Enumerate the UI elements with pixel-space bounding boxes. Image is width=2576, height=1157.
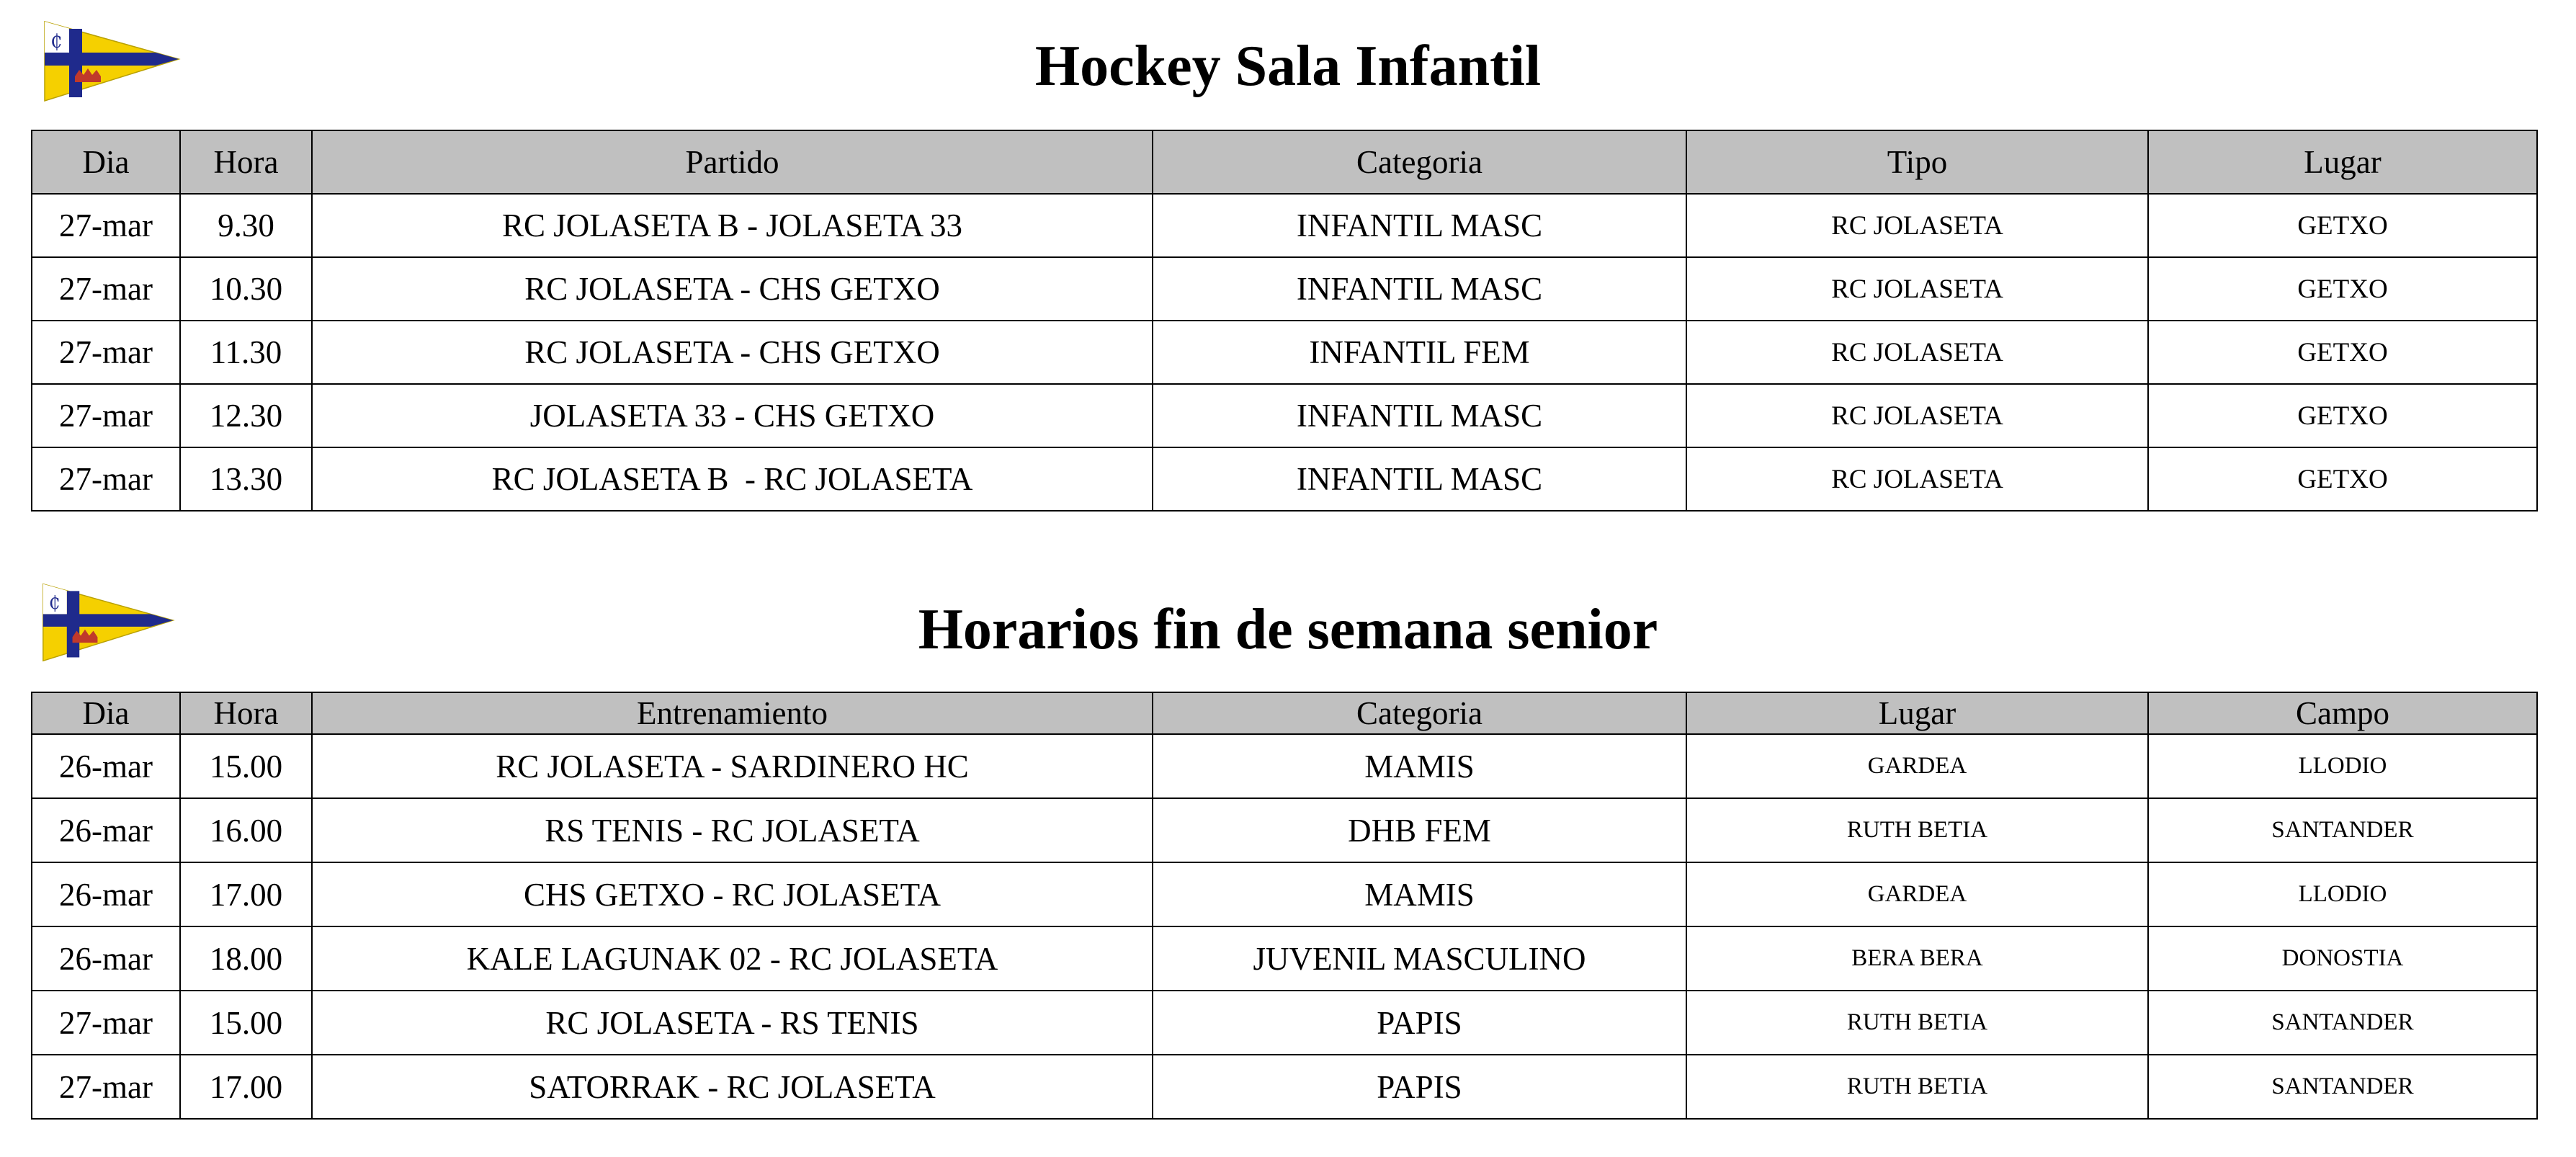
cell-partido: RC JOLASETA B - JOLASETA 33 [312,194,1153,257]
cell-partido: RC JOLASETA - CHS GETXO [312,257,1153,321]
cell-campo: SANTANDER [2148,991,2537,1055]
cell-entrenamiento: SATORRAK - RC JOLASETA [312,1055,1153,1119]
cell-campo: LLODIO [2148,734,2537,798]
table-row [32,257,2537,321]
cell-tipo: RC JOLASETA [1686,447,2148,511]
cell-categoria: PAPIS [1153,1055,1686,1119]
col-header-dia: Dia [32,692,180,734]
cell-dia: 27-mar [32,1055,180,1119]
cell-lugar: GETXO [2148,321,2537,384]
cell-tipo: RC JOLASETA [1686,384,2148,447]
cell-campo: SANTANDER [2148,798,2537,862]
cell-dia: 27-mar [32,447,180,511]
cell-hora: 15.00 [180,734,312,798]
table-row [32,734,2537,798]
svg-text:₵: ₵ [50,31,63,53]
col-header-entrenamiento: Entrenamiento [312,692,1153,734]
col-header-categoria: Categoria [1153,692,1686,734]
cell-categoria: JUVENIL MASCULINO [1153,926,1686,991]
col-header-dia: Dia [32,130,180,194]
cell-dia: 27-mar [32,194,180,257]
table-row [32,384,2537,447]
cell-categoria: INFANTIL MASC [1153,194,1686,257]
cell-dia: 27-mar [32,257,180,321]
col-header-tipo: Tipo [1686,130,2148,194]
cell-tipo: RC JOLASETA [1686,321,2148,384]
col-header-partido: Partido [312,130,1153,194]
cell-categoria: DHB FEM [1153,798,1686,862]
cell-lugar: BERA BERA [1686,926,2148,991]
cell-hora: 10.30 [180,257,312,321]
cell-hora: 12.30 [180,384,312,447]
cell-dia: 27-mar [32,991,180,1055]
cell-dia: 26-mar [32,926,180,991]
cell-partido: RC JOLASETA B - RC JOLASETA [312,447,1153,511]
cell-campo: SANTANDER [2148,1055,2537,1119]
cell-hora: 11.30 [180,321,312,384]
cell-hora: 15.00 [180,991,312,1055]
cell-entrenamiento: RS TENIS - RC JOLASETA [312,798,1153,862]
cell-dia: 26-mar [32,862,180,926]
cell-categoria: MAMIS [1153,734,1686,798]
cell-partido: RC JOLASETA - CHS GETXO [312,321,1153,384]
table-row [32,447,2537,511]
cell-lugar: GARDEA [1686,734,2148,798]
table-row [32,194,2537,257]
cell-campo: LLODIO [2148,862,2537,926]
cell-dia: 27-mar [32,384,180,447]
cell-hora: 18.00 [180,926,312,991]
section2-table [31,692,2538,1120]
cell-lugar: RUTH BETIA [1686,991,2148,1055]
cell-dia: 26-mar [32,734,180,798]
table-row [32,862,2537,926]
cell-categoria: INFANTIL MASC [1153,257,1686,321]
cell-partido: JOLASETA 33 - CHS GETXO [312,384,1153,447]
cell-tipo: RC JOLASETA [1686,257,2148,321]
cell-entrenamiento: CHS GETXO - RC JOLASETA [312,862,1153,926]
cell-categoria: INFANTIL MASC [1153,384,1686,447]
col-header-hora: Hora [180,692,312,734]
cell-lugar: GETXO [2148,384,2537,447]
table-header-row [32,692,2537,734]
cell-hora: 17.00 [180,862,312,926]
col-header-campo: Campo [2148,692,2537,734]
cell-lugar: GETXO [2148,257,2537,321]
table-row [32,926,2537,991]
cell-categoria: PAPIS [1153,991,1686,1055]
svg-text:₵: ₵ [48,592,61,614]
cell-lugar: RUTH BETIA [1686,798,2148,862]
cell-lugar: GARDEA [1686,862,2148,926]
table-row [32,991,2537,1055]
cell-entrenamiento: RC JOLASETA - SARDINERO HC [312,734,1153,798]
section1-table [31,130,2538,512]
section1-title: Hockey Sala Infantil [1034,35,1542,98]
table-row [32,798,2537,862]
cell-entrenamiento: RC JOLASETA - RS TENIS [312,991,1153,1055]
col-header-lugar: Lugar [1686,692,2148,734]
table-row [32,1055,2537,1119]
cell-categoria: MAMIS [1153,862,1686,926]
cell-categoria: INFANTIL MASC [1153,447,1686,511]
cell-lugar: GETXO [2148,194,2537,257]
section2-title: Horarios fin de semana senior [918,598,1658,661]
table-row [32,321,2537,384]
cell-tipo: RC JOLASETA [1686,194,2148,257]
cell-hora: 16.00 [180,798,312,862]
cell-campo: DONOSTIA [2148,926,2537,991]
cell-entrenamiento: KALE LAGUNAK 02 - RC JOLASETA [312,926,1153,991]
col-header-hora: Hora [180,130,312,194]
col-header-categoria: Categoria [1153,130,1686,194]
cell-lugar: GETXO [2148,447,2537,511]
cell-dia: 27-mar [32,321,180,384]
cell-hora: 9.30 [180,194,312,257]
col-header-lugar: Lugar [2148,130,2537,194]
cell-hora: 13.30 [180,447,312,511]
cell-hora: 17.00 [180,1055,312,1119]
cell-lugar: RUTH BETIA [1686,1055,2148,1119]
cell-dia: 26-mar [32,798,180,862]
cell-categoria: INFANTIL FEM [1153,321,1686,384]
table-header-row [32,130,2537,194]
